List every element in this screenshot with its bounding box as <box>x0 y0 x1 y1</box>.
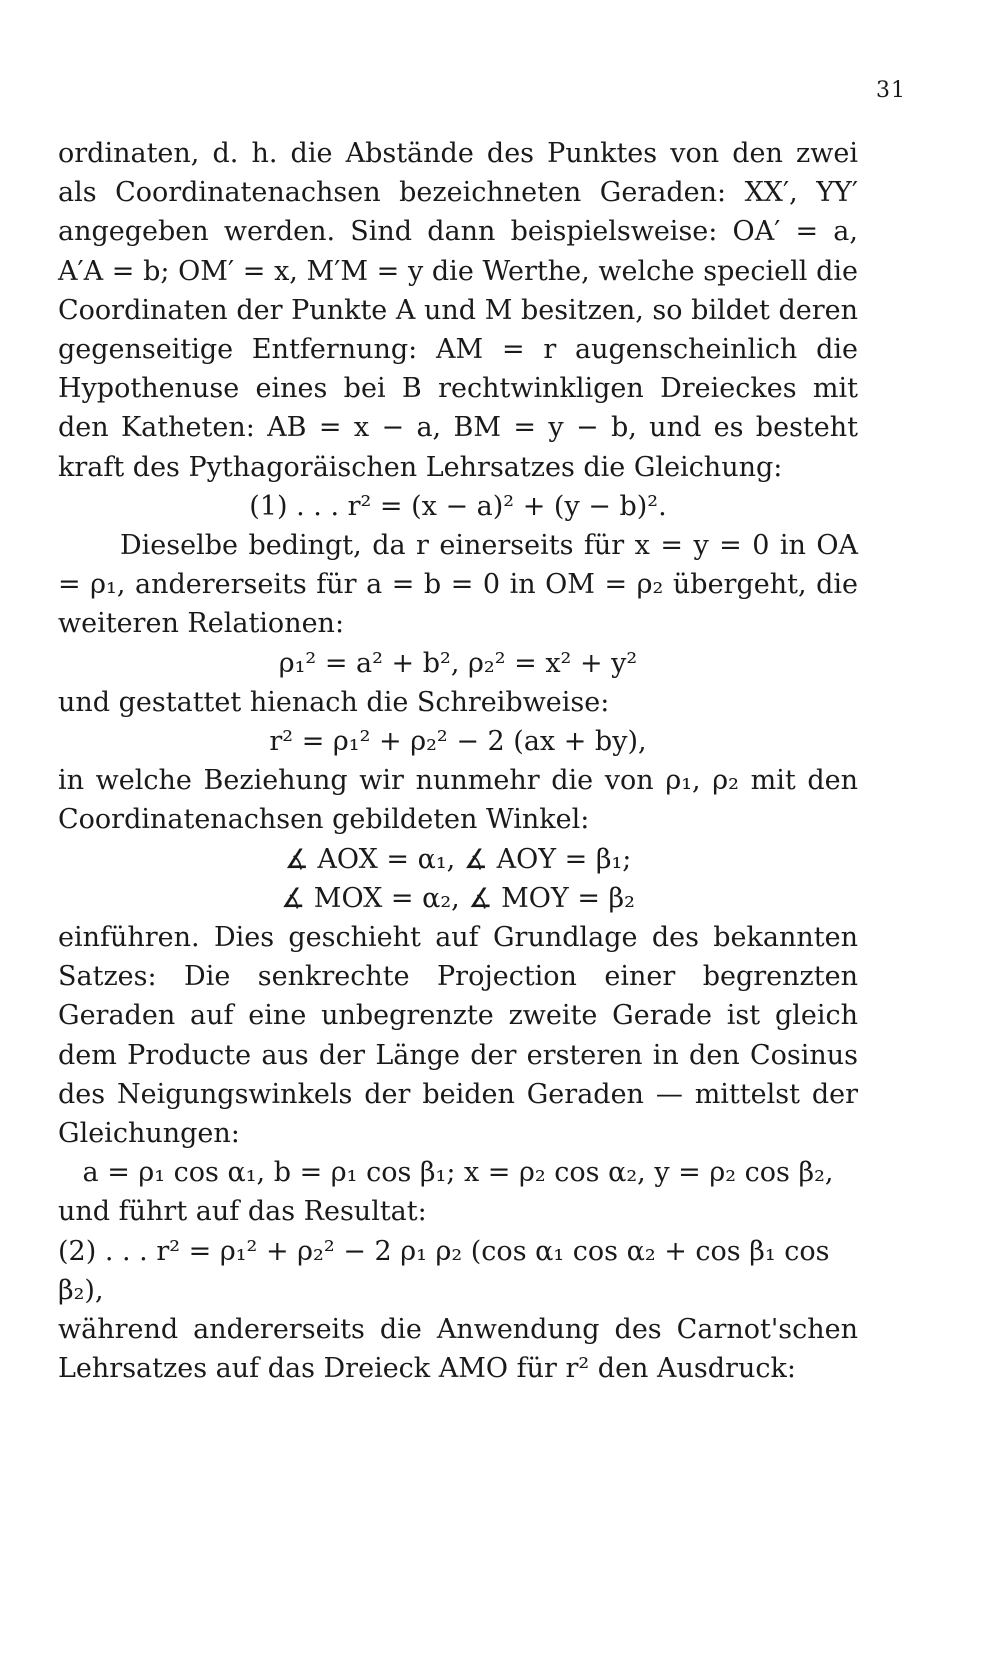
equation-2: (2) . . . r² = ρ₁² + ρ₂² − 2 ρ₁ ρ₂ (cos α₁ cos α₂ + cos β₁ cos β₂), <box>58 1235 830 1306</box>
paragraph-schreibweise: und gestattet hienach die Schreibweise: <box>58 686 610 718</box>
equation-cosines: a = ρ₁ cos α₁, b = ρ₁ cos β₁; x = ρ₂ cos α₂, y = ρ₂ cos β₂, <box>82 1157 834 1189</box>
equation-rho: ρ₁² = a² + b², ρ₂² = x² + y² <box>278 647 638 679</box>
equation-1: (1) . . . r² = (x − a)² + (y − b)². <box>249 490 667 522</box>
paragraph-carnot: während andererseits die Anwendung des Carnot'schen Lehrsatzes auf das Dreieck AMO für r² den Ausdruck: <box>58 1314 858 1385</box>
paragraph-winkel: in welche Beziehung wir nunmehr die von ρ₁, ρ₂ mit den Coordinatenachsen gebildeten Winkel: <box>58 765 858 836</box>
paragraph-resultat: und führt auf das Resultat: <box>58 1196 427 1228</box>
equation-r-squared: r² = ρ₁² + ρ₂² − 2 (ax + by), <box>269 726 647 758</box>
paragraph-coordinates: ordinaten, d. h. die Abstände des Punktes von den zwei als Coordinatenachsen bezeichneten Geraden: XX′, YY′ angegeben werden. Sind dann beispielsweise: OA′ = a, A′A = b; OM′ = x, M′M = y die Werthe, welche speciell die Coordinaten der Punkte A und M besitzen, so bildet deren gegenseitige Entfernung: AM = r augenscheinlich die Hypothenuse eines bei B rechtwinkligen Dreieckes mit den Katheten: AB = x − a, BM = y − b, und es besteht kraft des Pythagoräischen Lehrsatzes die Gleichung: <box>58 138 858 483</box>
paragraph-projection: einführen. Dies geschieht auf Grundlage des bekannten Satzes: Die senkrechte Projection einer begrenzten Geraden auf eine unbegrenzte zweite Gerade ist gleich dem Producte aus der Länge der ersteren in den Cosinus des Neigungswinkels der beiden Geraden — mittelst der Gleichungen: <box>58 922 858 1150</box>
paragraph-relations: Dieselbe bedingt, da r einerseits für x = y = 0 in OA = ρ₁, andererseits für a = b = 0 in OM = ρ₂ übergeht, die weiteren Relationen: <box>58 530 858 640</box>
equation-angles-m: ∡ MOX = α₂, ∡ MOY = β₂ <box>281 882 635 914</box>
page-content <box>58 134 858 1389</box>
page-number: 31 <box>876 78 906 103</box>
equation-angles-a: ∡ AOX = α₁, ∡ AOY = β₁; <box>284 843 632 875</box>
